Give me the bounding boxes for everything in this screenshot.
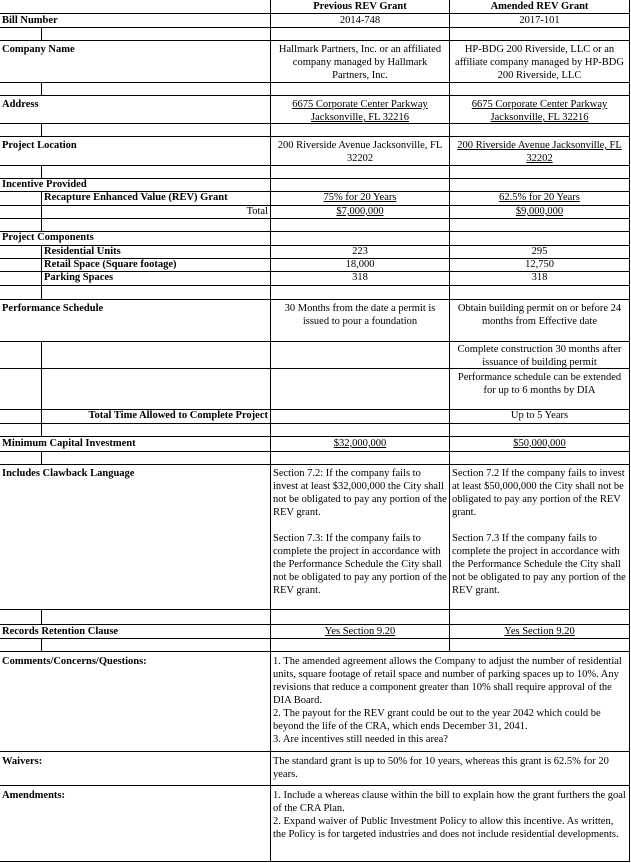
performance-previous: 30 Months from the date a permit is issued to pour a foundation <box>270 299 450 342</box>
spacer-row <box>270 123 450 137</box>
spacer-row <box>449 218 630 232</box>
spacer-row <box>0 165 42 179</box>
retail-space-amended: 12,750 <box>449 258 630 272</box>
rev-grant-label: Recapture Enhanced Value (REV) Grant <box>41 191 271 206</box>
spacer-row <box>449 451 630 465</box>
waivers-text: The standard grant is up to 50% for 10 years, whereas this grant is 62.5% for 20 years. <box>270 751 630 786</box>
spacer-row <box>41 82 271 96</box>
min-investment-amended: $50,000,000 <box>449 436 630 452</box>
records-retention-amended: Yes Section 9.20 <box>449 624 630 639</box>
spacer-row <box>449 609 630 625</box>
spacer-row <box>0 451 42 465</box>
clawback-previous <box>270 464 450 610</box>
amendments-body <box>270 785 630 862</box>
rev-grant-amended: 62.5% for 20 Years <box>449 191 630 206</box>
spacer-row <box>270 638 450 652</box>
spacer-row <box>41 423 271 437</box>
spacer-row <box>270 451 450 465</box>
spacer-row <box>449 423 630 437</box>
performance-blank <box>270 341 450 369</box>
indent-cell <box>0 341 42 369</box>
total-amended: $9,000,000 <box>449 205 630 219</box>
spacer-row <box>41 285 271 300</box>
spacer-row <box>0 123 42 137</box>
header-previous: Previous REV Grant <box>270 0 450 14</box>
total-time-previous <box>270 409 450 424</box>
parking-spaces-amended: 318 <box>449 271 630 286</box>
spacer-row <box>270 609 450 625</box>
performance-amended-1: Obtain building permit on or before 24 months from Effective date <box>449 299 630 342</box>
spacer-row <box>449 165 630 179</box>
spacer-row <box>41 165 271 179</box>
components-blank <box>270 231 450 246</box>
spacer-row <box>0 285 42 300</box>
amendments-label: Amendments: <box>0 785 271 862</box>
company-label: Company Name <box>0 40 271 83</box>
amendment-item-1: 1. Include a whereas clause within the bill to explain how the grant furthers the goal of the CRA Plan. <box>273 790 626 814</box>
project-location-previous: 200 Riverside Avenue Jacksonville, FL 32202 <box>270 136 450 166</box>
spacer-row <box>449 123 630 137</box>
comments-body <box>270 651 630 752</box>
spacer-row <box>270 285 450 300</box>
indent-cell <box>0 258 42 272</box>
spacer-row <box>0 638 42 652</box>
comment-item-2: 2. The payout for the REV grant could be out to the year 2042 which could be beyond the life of the CRA, which ends December 31, 2041. <box>273 708 601 732</box>
company-amended: HP-BDG 200 Riverside, LLC or an affiliate company managed by HP-BDG 200 Riverside, LLC <box>449 40 630 83</box>
incentive-label: Incentive Provided <box>0 178 271 192</box>
performance-blank <box>41 368 271 410</box>
spacer-row <box>449 285 630 300</box>
project-location-label: Project Location <box>0 136 271 166</box>
performance-blank <box>41 341 271 369</box>
company-previous: Hallmark Partners, Inc. or an affiliated company managed by Hallmark Partners, Inc. <box>270 40 450 83</box>
incentive-blank <box>449 178 630 192</box>
bill-number-previous: 2014-748 <box>270 13 450 28</box>
clawback-label: Includes Clawback Language <box>0 464 271 610</box>
clawback-previous-section-7-2: Section 7.2: If the company fails to invest at least $32,000,000 the City shall not be obligated to pay any portion of the REV grant. <box>273 468 447 518</box>
spacer-row <box>41 638 271 652</box>
indent-cell <box>0 191 42 206</box>
spacer-row <box>449 638 630 652</box>
performance-blank <box>270 368 450 410</box>
clawback-previous-section-7-3: Section 7.3: If the company fails to complete the project in accordance with the Performance Schedule the City shall not be obligated to pay any portion of the REV grant. <box>273 533 447 596</box>
incentive-blank <box>270 178 450 192</box>
indent-cell <box>0 205 42 219</box>
spacer-row <box>0 27 42 41</box>
total-label: Total <box>41 205 271 219</box>
indent-cell <box>0 245 42 259</box>
spacer-row <box>449 27 630 41</box>
components-label: Project Components <box>0 231 271 246</box>
comment-item-1: 1. The amended agreement allows the Company to adjust the number of residential units, square footage of retail space and number of parking spaces up to 10%. Any revisions that reduce a component greater than 10% shall require approval of the DIA Board. <box>273 656 622 706</box>
total-previous: $7,000,000 <box>270 205 450 219</box>
address-amended: 6675 Corporate Center Parkway Jacksonville, FL 32216 <box>449 95 630 124</box>
spacer-row <box>0 423 42 437</box>
comment-item-3: 3. Are incentives still needed in this area? <box>273 734 448 745</box>
indent-cell <box>0 368 42 410</box>
indent-cell <box>0 409 42 424</box>
spacer-row <box>41 609 271 625</box>
spacer-row <box>41 123 271 137</box>
amendment-item-2: 2. Expand waiver of Public Investment Policy to allow this incentive. As written, the Policy is for targeted industries and does not include residential developments. <box>273 816 619 840</box>
spacer-row <box>41 451 271 465</box>
clawback-amended <box>449 464 630 610</box>
spacer-row <box>270 165 450 179</box>
spacer-row <box>270 423 450 437</box>
records-retention-label: Records Retention Clause <box>0 624 271 639</box>
total-time-amended: Up to 5 Years <box>449 409 630 424</box>
retail-space-previous: 18,000 <box>270 258 450 272</box>
performance-label: Performance Schedule <box>0 299 271 342</box>
header-amended: Amended REV Grant <box>449 0 630 14</box>
spacer-row <box>270 82 450 96</box>
spacer-row <box>270 218 450 232</box>
components-blank <box>449 231 630 246</box>
spacer-row <box>41 27 271 41</box>
clawback-amended-section-7-3: Section 7.3 If the company fails to complete the project in accordance with the Performance Schedule the City shall not be obligated to pay any portion of the REV grant. <box>452 533 626 596</box>
address-previous: 6675 Corporate Center Parkway Jacksonville, FL 32216 <box>270 95 450 124</box>
address-label: Address <box>0 95 271 124</box>
spacer-row <box>41 218 271 232</box>
spacer-row <box>270 27 450 41</box>
project-location-amended: 200 Riverside Avenue Jacksonville, FL 32202 <box>449 136 630 166</box>
comments-label: Comments/Concerns/Questions: <box>0 651 271 752</box>
performance-amended-3: Performance schedule can be extended for up to 6 months by DIA <box>449 368 630 410</box>
spacer-row <box>0 609 42 625</box>
min-investment-previous: $32,000,000 <box>270 436 450 452</box>
indent-cell <box>0 271 42 286</box>
residential-units-amended: 295 <box>449 245 630 259</box>
parking-spaces-label: Parking Spaces <box>41 271 271 286</box>
bill-number-amended: 2017-101 <box>449 13 630 28</box>
records-retention-previous: Yes Section 9.20 <box>270 624 450 639</box>
header-blank <box>0 0 271 14</box>
residential-units-previous: 223 <box>270 245 450 259</box>
spacer-row <box>449 82 630 96</box>
rev-grant-previous: 75% for 20 Years <box>270 191 450 206</box>
clawback-amended-section-7-2: Section 7.2 If the company fails to invest at least $50,000,000 the City shall not be obligated to pay any portion of the REV grant. <box>452 468 625 518</box>
min-investment-label: Minimum Capital Investment <box>0 436 271 452</box>
spacer-row <box>0 218 42 232</box>
parking-spaces-previous: 318 <box>270 271 450 286</box>
performance-amended-2: Complete construction 30 months after issuance of building permit <box>449 341 630 369</box>
residential-units-label: Residential Units <box>41 245 271 259</box>
waivers-label: Waivers: <box>0 751 271 786</box>
spacer-row <box>0 82 42 96</box>
retail-space-label: Retail Space (Square footage) <box>41 258 271 272</box>
bill-number-label: Bill Number <box>0 13 271 28</box>
total-time-label: Total Time Allowed to Complete Project <box>41 409 271 424</box>
